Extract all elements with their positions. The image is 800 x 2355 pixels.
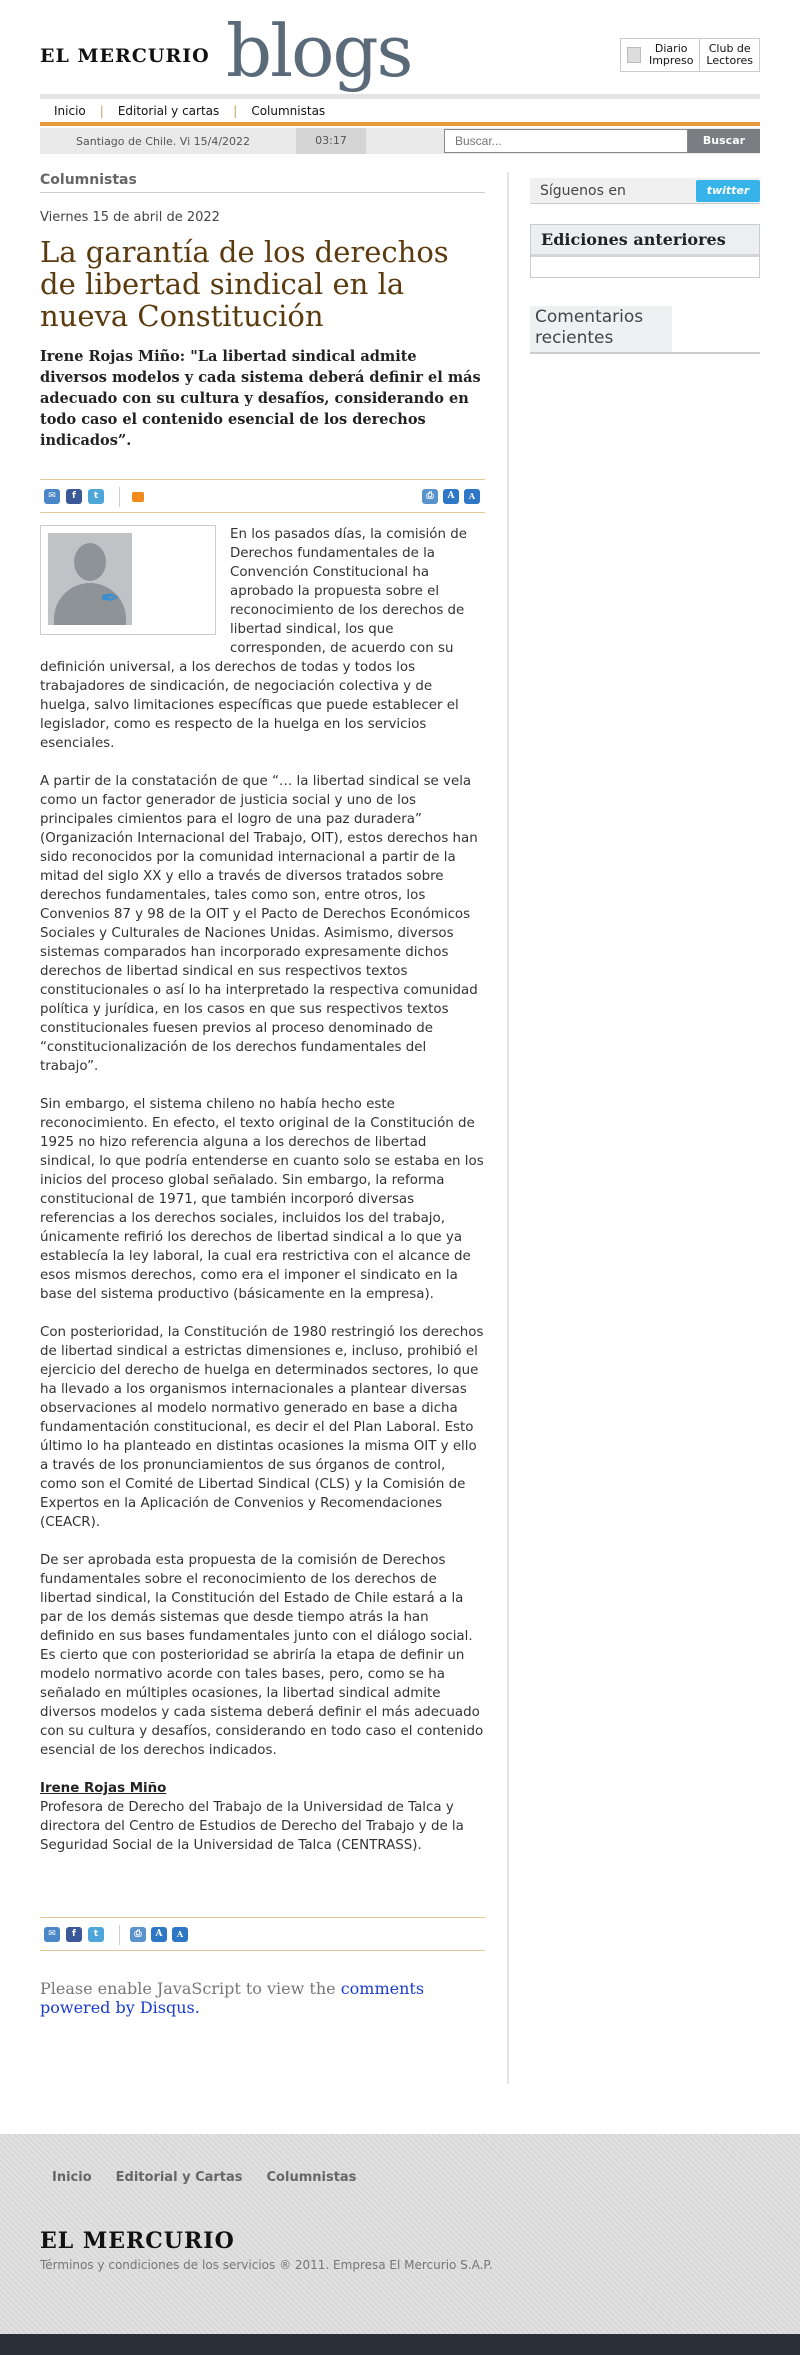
el-mercurio-logo[interactable]: EL MERCURIO [40, 45, 210, 67]
facebook-icon[interactable]: f [66, 489, 82, 504]
diario-impreso-link[interactable] [621, 39, 699, 71]
article-paragraph: Sin embargo, el sistema chileno no había hecho este reconocimiento. En efecto, el texto original de la Constitución de 1925 no hizo referencia alguna a los derechos de libertad sindical, lo que podría entenderse en cuanto solo se estaba en los inicios del proceso global señalado. Sin embargo, la reforma constitucional de 1971, que también incorporó diversas referencias a los derechos sociales, incluidos los del trabajo, únicamente refirió los derechos de libertad sindical a lo que ya establecía la ley laboral, la cual era restrictiva con el alcance de esos mismos derechos, como era el imponer el sindicato en la base del sistema productivo (básicamente en la empresa). [40, 1097, 484, 1302]
article-paragraph: Con posterioridad, la Constitución de 1980 restringió los derechos de libertad sindical a estrictas dimensiones e, incluso, prohibió el ejercicio del derecho de huelga en determinados sectores, lo que ha llevado a los organismos internacionales a plantear diversas observaciones al modelo normativo generado en base a dicha fundamentación constitucional, es decir el del Plan Laboral. Esto último lo ha planteado en distintas ocasiones la misma OIT y ello a través de los pronunciamientos de sus órganos de control, como son el Comité de Libertad Sindical (CLS) y la Comisión de Expertos en la Aplicación de Convenios y Recomendaciones (CEACR). [40, 1325, 484, 1530]
header-links [620, 38, 760, 72]
archive-body [531, 257, 759, 277]
comment-icon[interactable] [132, 492, 144, 502]
current-date: Santiago de Chile. Vi 15/4/2022 [76, 134, 251, 148]
diario-impreso-label-2: Impreso [648, 54, 694, 67]
follow-us-box [530, 178, 760, 204]
footer-logo[interactable]: EL MERCURIO [40, 2228, 235, 2254]
share-toolbar-top [40, 479, 485, 513]
article-paragraph: De ser aprobada esta propuesta de la comisión de Derechos fundamentales sobre el reconocimiento de los derechos de libertad sindical, la Constitución del Estado de Chile estará a la par de los demás sistemas que desde tiempo atrás la han definido en sus bases fundamentales junto con el diálogo social. Es cierto que con posterioridad se abriría la etapa de definir un modelo normativo acorde con tales bases, pero, como se ha señalado en múltiples ocasiones, la libertad sindical admite diversos modelos y cada sistema deberá definir el más adecuado con su cultura y desafíos, considerando en todo caso el contenido esencial de los derechos indicados. [40, 1553, 484, 1758]
footer-nav [40, 2170, 368, 2185]
column-divider [507, 172, 509, 2084]
article-paragraph: En los pasados días, la comisión de Derechos fundamentales de la Convención Constitucional ha aprobado la propuesta sobre el reconocimiento de los derechos de libertad sindical, los que corresponden, de acuerdo con su definición universal, a los derechos de todas y todos los trabajadores de sindicación, de negociación colectiva y de huelga, salvo limitaciones específicas que puede establecer el legislador, como es respecto de la huelga en los servicios esenciales. [40, 527, 467, 751]
post-lead: Irene Rojas Miño: "La libertad sindical admite diversos modelos y cada sistema deberá definir el más adecuado con su cultura y desafíos, considerando en todo caso el contenido esencial de los derechos indicados”. [40, 348, 481, 449]
recent-comments-widget [530, 306, 760, 354]
twitter-icon[interactable]: t [88, 489, 104, 504]
quill-icon: ✒ [100, 584, 121, 612]
nav-item-inicio[interactable]: Inicio [54, 104, 86, 118]
share-toolbar-bottom [40, 1917, 485, 1951]
article-column [40, 172, 485, 2017]
twitter-icon[interactable]: t [88, 1927, 104, 1942]
footer-legal: Términos y condiciones de los servicios ® 2011. Empresa El Mercurio S.A.P. [40, 2258, 493, 2272]
main-nav [40, 100, 760, 122]
club-lectores-label-2: Lectores [706, 54, 753, 67]
footer-nav-inicio[interactable]: Inicio [52, 2170, 92, 2185]
font-increase-icon[interactable]: A [151, 1927, 167, 1942]
avatar [48, 533, 132, 625]
accent-rule [40, 122, 760, 126]
blogs-wordmark[interactable]: blogs [226, 9, 412, 93]
search-button[interactable]: Buscar [688, 129, 760, 153]
nav-item-columnistas[interactable]: Columnistas [251, 104, 326, 118]
post-date: Viernes 15 de abril de 2022 [40, 210, 220, 225]
twitter-follow-button[interactable]: twitter [696, 180, 760, 202]
article-body [40, 525, 485, 1855]
club-de-lectores-link[interactable] [699, 39, 759, 71]
info-bar [40, 128, 760, 154]
search-input[interactable] [444, 129, 688, 153]
section-label[interactable]: Columnistas [40, 172, 485, 193]
share-divider [119, 1925, 120, 1945]
diario-impreso-label-1: Diario [654, 42, 688, 55]
nav-top-rule [40, 94, 760, 99]
site-header [40, 0, 760, 100]
font-decrease-icon[interactable]: A [172, 1927, 188, 1942]
disqus-notice [40, 1979, 485, 2017]
mail-icon[interactable]: ✉ [44, 1927, 60, 1942]
font-increase-icon[interactable]: A [443, 489, 459, 504]
nav-separator: | [233, 104, 238, 118]
site-footer [0, 2134, 800, 2334]
avatar-head-shape [74, 543, 106, 581]
follow-us-label: Síguenos en [540, 183, 626, 199]
font-decrease-icon[interactable]: A [464, 489, 480, 504]
sidebar [530, 178, 760, 354]
print-icon[interactable]: ⎙ [422, 489, 438, 504]
footer-bottom-bar [0, 2334, 800, 2355]
archive-widget [530, 224, 760, 278]
mail-icon[interactable]: ✉ [44, 489, 60, 504]
disqus-notice-text: Please enable JavaScript to view the [40, 1979, 341, 1998]
nav-item-editorial[interactable]: Editorial y cartas [117, 104, 220, 118]
page-title: La garantía de los derechos de libertad sindical en la nueva Constitución [40, 235, 449, 333]
archive-title: Ediciones anteriores [531, 225, 759, 257]
footer-nav-editorial[interactable]: Editorial y Cartas [115, 2170, 243, 2185]
club-lectores-label-1: Club de [708, 42, 751, 55]
newspaper-icon [627, 47, 641, 63]
print-icon[interactable]: ⎙ [130, 1927, 146, 1942]
author-name[interactable]: Irene Rojas Miño [40, 1781, 167, 1796]
article-paragraph: A partir de la constatación de que “… la libertad sindical se vela como un factor generador de justicia social y uno de los principales cimientos para el logro de una paz duradera” (Organización Internacional del Trabajo, OIT), estos derechos han sido reconocidos por la comunidad internacional a partir de la mitad del siglo XX y ello a través de diversos tratados sobre derechos fundamentales, tales como son, entre otros, los Convenios 87 y 98 de la OIT y el Pacto de Derechos Económicos Sociales y Culturales de Naciones Unidas. Asimismo, diversos sistemas comparados han incorporado expresamente dichos derechos de libertad sindical en sus respectivos textos constitucionales o así lo ha interpretado la respectiva comunidad política y jurídica, en los casos en que sus respectivos textos constitucionales fuesen previos al proceso denominado de “constitucionalización de los derechos fundamentales del trabajo”. [40, 774, 478, 1074]
footer-nav-columnistas[interactable]: Columnistas [266, 2170, 357, 2185]
author-bio: Profesora de Derecho del Trabajo de la Universidad de Talca y directora del Centro de Estudios de Derecho del Trabajo y de la Seguridad Social de la Universidad de Talca (CENTRASS). [40, 1800, 464, 1853]
author-photo [40, 525, 216, 635]
nav-separator: | [99, 104, 104, 118]
recent-comments-title: Comentarios recientes [530, 306, 672, 352]
disqus-link[interactable]: comments powered by Disqus. [40, 1979, 425, 2017]
share-divider [119, 487, 120, 507]
facebook-icon[interactable]: f [66, 1927, 82, 1942]
current-time: 03:17 [296, 128, 366, 154]
